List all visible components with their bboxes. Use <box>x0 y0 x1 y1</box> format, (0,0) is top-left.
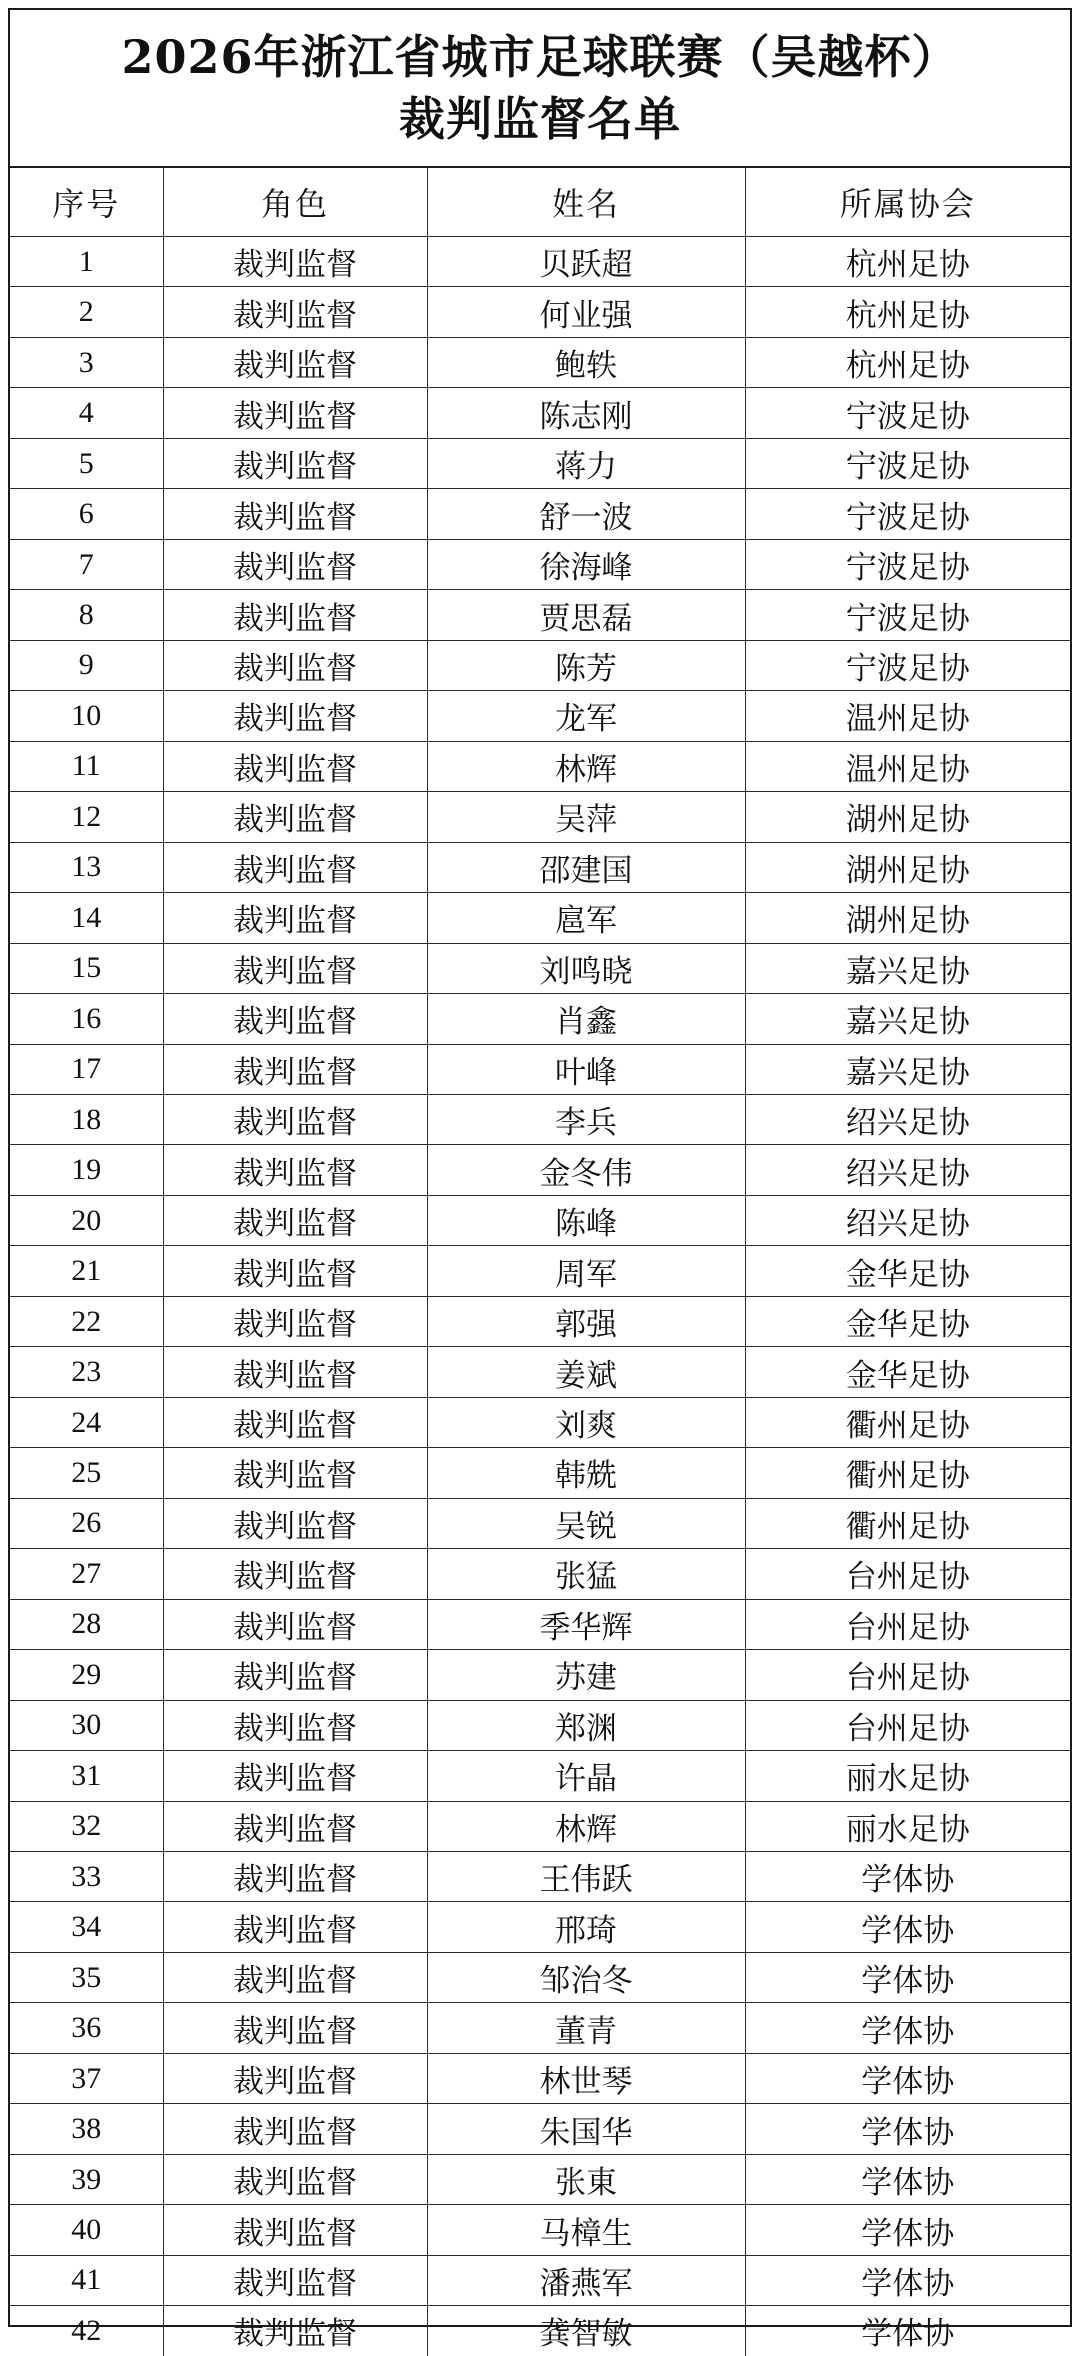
table-row <box>10 640 1070 690</box>
cell-name: 肖鑫 <box>427 994 745 1044</box>
cell-role: 裁判监督 <box>163 1448 427 1498</box>
table-row <box>10 1296 1070 1346</box>
cell-name: 张東 <box>427 2154 745 2204</box>
cell-name: 金冬伟 <box>427 1145 745 1195</box>
table-row <box>10 2255 1070 2305</box>
title-block <box>10 10 1070 168</box>
cell-seq: 40 <box>10 2205 163 2255</box>
cell-seq: 15 <box>10 943 163 993</box>
cell-association: 湖州足协 <box>745 842 1070 892</box>
cell-name: 王伟跃 <box>427 1852 745 1902</box>
cell-role: 裁判监督 <box>163 2104 427 2154</box>
cell-role: 裁判监督 <box>163 2154 427 2204</box>
cell-seq: 12 <box>10 792 163 842</box>
table-row <box>10 1751 1070 1801</box>
cell-seq: 34 <box>10 1902 163 1952</box>
table-row <box>10 337 1070 387</box>
cell-seq: 6 <box>10 489 163 539</box>
table-row <box>10 1952 1070 2002</box>
cell-role: 裁判监督 <box>163 539 427 589</box>
table-row <box>10 388 1070 438</box>
table-row <box>10 1094 1070 1144</box>
document-sheet <box>8 8 1072 2353</box>
cell-seq: 2 <box>10 287 163 337</box>
cell-role: 裁判监督 <box>163 2255 427 2305</box>
cell-association: 台州足协 <box>745 1549 1070 1599</box>
cell-association: 台州足协 <box>745 1599 1070 1649</box>
cell-seq: 30 <box>10 1700 163 1750</box>
table-row <box>10 893 1070 943</box>
cell-role: 裁判监督 <box>163 1700 427 1750</box>
cell-name: 林辉 <box>427 1801 745 1851</box>
cell-seq: 19 <box>10 1145 163 1195</box>
cell-name: 龙军 <box>427 691 745 741</box>
cell-association: 宁波足协 <box>745 590 1070 640</box>
cell-seq: 4 <box>10 388 163 438</box>
cell-role: 裁判监督 <box>163 2205 427 2255</box>
table-row <box>10 539 1070 589</box>
cell-role: 裁判监督 <box>163 237 427 287</box>
cell-name: 扈军 <box>427 893 745 943</box>
header-seq: 序号 <box>10 168 163 237</box>
table-row <box>10 1650 1070 1700</box>
table-row <box>10 1448 1070 1498</box>
cell-name: 邵建国 <box>427 842 745 892</box>
cell-role: 裁判监督 <box>163 1751 427 1801</box>
cell-association: 杭州足协 <box>745 287 1070 337</box>
cell-role: 裁判监督 <box>163 1246 427 1296</box>
cell-association: 绍兴足协 <box>745 1094 1070 1144</box>
cell-role: 裁判监督 <box>163 1145 427 1195</box>
cell-association: 金华足协 <box>745 1296 1070 1346</box>
cell-role: 裁判监督 <box>163 2306 427 2356</box>
cell-role: 裁判监督 <box>163 1094 427 1144</box>
cell-seq: 1 <box>10 237 163 287</box>
cell-name: 韩兟 <box>427 1448 745 1498</box>
cell-role: 裁判监督 <box>163 489 427 539</box>
cell-association: 学体协 <box>745 2053 1070 2103</box>
cell-role: 裁判监督 <box>163 893 427 943</box>
table-row <box>10 2104 1070 2154</box>
cell-seq: 39 <box>10 2154 163 2204</box>
cell-association: 宁波足协 <box>745 388 1070 438</box>
cell-association: 宁波足协 <box>745 640 1070 690</box>
table-header-row <box>10 168 1070 237</box>
cell-role: 裁判监督 <box>163 943 427 993</box>
table-row <box>10 1347 1070 1397</box>
cell-association: 衢州足协 <box>745 1498 1070 1548</box>
table-row <box>10 1145 1070 1195</box>
cell-seq: 26 <box>10 1498 163 1548</box>
cell-seq: 18 <box>10 1094 163 1144</box>
cell-seq: 32 <box>10 1801 163 1851</box>
cell-seq: 20 <box>10 1195 163 1245</box>
cell-seq: 29 <box>10 1650 163 1700</box>
cell-association: 学体协 <box>745 2003 1070 2053</box>
cell-association: 台州足协 <box>745 1650 1070 1700</box>
table-row <box>10 994 1070 1044</box>
cell-association: 学体协 <box>745 1902 1070 1952</box>
cell-role: 裁判监督 <box>163 1801 427 1851</box>
cell-name: 林辉 <box>427 741 745 791</box>
table-body <box>10 237 1070 2356</box>
table-row <box>10 2306 1070 2356</box>
cell-role: 裁判监督 <box>163 1195 427 1245</box>
cell-association: 学体协 <box>745 2205 1070 2255</box>
cell-seq: 36 <box>10 2003 163 2053</box>
referee-supervisor-table <box>10 168 1070 2356</box>
cell-name: 周军 <box>427 1246 745 1296</box>
cell-association: 湖州足协 <box>745 792 1070 842</box>
table-row <box>10 2205 1070 2255</box>
cell-association: 学体协 <box>745 2255 1070 2305</box>
document-subtitle: 裁判监督名单 <box>399 92 681 146</box>
cell-name: 何业强 <box>427 287 745 337</box>
cell-name: 贾思磊 <box>427 590 745 640</box>
cell-name: 蒋力 <box>427 438 745 488</box>
cell-association: 绍兴足协 <box>745 1145 1070 1195</box>
cell-association: 衢州足协 <box>745 1397 1070 1447</box>
cell-name: 李兵 <box>427 1094 745 1144</box>
cell-role: 裁判监督 <box>163 287 427 337</box>
cell-association: 学体协 <box>745 2104 1070 2154</box>
cell-seq: 13 <box>10 842 163 892</box>
cell-name: 吴萍 <box>427 792 745 842</box>
cell-seq: 22 <box>10 1296 163 1346</box>
cell-role: 裁判监督 <box>163 1347 427 1397</box>
cell-name: 林世琴 <box>427 2053 745 2103</box>
cell-seq: 31 <box>10 1751 163 1801</box>
cell-seq: 35 <box>10 1952 163 2002</box>
cell-seq: 5 <box>10 438 163 488</box>
header-association: 所属协会 <box>745 168 1070 237</box>
cell-association: 嘉兴足协 <box>745 943 1070 993</box>
cell-association: 金华足协 <box>745 1347 1070 1397</box>
cell-role: 裁判监督 <box>163 842 427 892</box>
cell-role: 裁判监督 <box>163 640 427 690</box>
cell-name: 陈峰 <box>427 1195 745 1245</box>
cell-association: 台州足协 <box>745 1700 1070 1750</box>
table-row <box>10 237 1070 287</box>
cell-seq: 7 <box>10 539 163 589</box>
cell-association: 衢州足协 <box>745 1448 1070 1498</box>
cell-association: 绍兴足协 <box>745 1195 1070 1245</box>
cell-seq: 3 <box>10 337 163 387</box>
document-title: 2026年浙江省城市足球联赛（吴越杯） <box>121 30 959 84</box>
table-row <box>10 741 1070 791</box>
cell-name: 许晶 <box>427 1751 745 1801</box>
cell-seq: 10 <box>10 691 163 741</box>
cell-name: 马樟生 <box>427 2205 745 2255</box>
table-row <box>10 1549 1070 1599</box>
cell-seq: 9 <box>10 640 163 690</box>
cell-role: 裁判监督 <box>163 1498 427 1548</box>
cell-role: 裁判监督 <box>163 2053 427 2103</box>
cell-role: 裁判监督 <box>163 388 427 438</box>
cell-seq: 27 <box>10 1549 163 1599</box>
cell-seq: 28 <box>10 1599 163 1649</box>
cell-role: 裁判监督 <box>163 1952 427 2002</box>
cell-role: 裁判监督 <box>163 1397 427 1447</box>
cell-name: 陈芳 <box>427 640 745 690</box>
cell-name: 潘燕军 <box>427 2255 745 2305</box>
cell-role: 裁判监督 <box>163 1296 427 1346</box>
table-row <box>10 1498 1070 1548</box>
table-row <box>10 1852 1070 1902</box>
cell-name: 姜斌 <box>427 1347 745 1397</box>
cell-role: 裁判监督 <box>163 1852 427 1902</box>
cell-association: 宁波足协 <box>745 438 1070 488</box>
cell-role: 裁判监督 <box>163 337 427 387</box>
cell-association: 嘉兴足协 <box>745 1044 1070 1094</box>
cell-name: 邹治冬 <box>427 1952 745 2002</box>
cell-name: 贝跃超 <box>427 237 745 287</box>
cell-seq: 8 <box>10 590 163 640</box>
cell-association: 丽水足协 <box>745 1751 1070 1801</box>
table-row <box>10 2154 1070 2204</box>
cell-role: 裁判监督 <box>163 691 427 741</box>
cell-name: 鲍轶 <box>427 337 745 387</box>
cell-association: 温州足协 <box>745 691 1070 741</box>
cell-association: 湖州足协 <box>745 893 1070 943</box>
cell-seq: 23 <box>10 1347 163 1397</box>
cell-name: 吴锐 <box>427 1498 745 1548</box>
header-name: 姓名 <box>427 168 745 237</box>
cell-name: 董青 <box>427 2003 745 2053</box>
table-row <box>10 1246 1070 1296</box>
cell-name: 徐海峰 <box>427 539 745 589</box>
cell-name: 刘鸣晓 <box>427 943 745 993</box>
cell-seq: 38 <box>10 2104 163 2154</box>
cell-role: 裁判监督 <box>163 1902 427 1952</box>
cell-association: 宁波足协 <box>745 539 1070 589</box>
cell-role: 裁判监督 <box>163 1044 427 1094</box>
table-row <box>10 792 1070 842</box>
cell-name: 舒一波 <box>427 489 745 539</box>
cell-name: 郑渊 <box>427 1700 745 1750</box>
table-row <box>10 287 1070 337</box>
table-row <box>10 438 1070 488</box>
cell-name: 刘爽 <box>427 1397 745 1447</box>
cell-name: 叶峰 <box>427 1044 745 1094</box>
cell-role: 裁判监督 <box>163 741 427 791</box>
cell-name: 陈志刚 <box>427 388 745 438</box>
cell-association: 嘉兴足协 <box>745 994 1070 1044</box>
cell-name: 张猛 <box>427 1549 745 1599</box>
cell-role: 裁判监督 <box>163 590 427 640</box>
cell-association: 杭州足协 <box>745 337 1070 387</box>
cell-association: 学体协 <box>745 1952 1070 2002</box>
table-row <box>10 691 1070 741</box>
table-row <box>10 842 1070 892</box>
cell-role: 裁判监督 <box>163 2003 427 2053</box>
cell-seq: 21 <box>10 1246 163 1296</box>
cell-name: 季华辉 <box>427 1599 745 1649</box>
cell-seq: 25 <box>10 1448 163 1498</box>
cell-association: 丽水足协 <box>745 1801 1070 1851</box>
cell-seq: 42 <box>10 2306 163 2356</box>
cell-name: 郭强 <box>427 1296 745 1346</box>
cell-role: 裁判监督 <box>163 1650 427 1700</box>
cell-seq: 11 <box>10 741 163 791</box>
table-row <box>10 2003 1070 2053</box>
cell-association: 学体协 <box>745 1852 1070 1902</box>
table-row <box>10 1700 1070 1750</box>
cell-seq: 41 <box>10 2255 163 2305</box>
cell-role: 裁判监督 <box>163 438 427 488</box>
cell-name: 朱国华 <box>427 2104 745 2154</box>
table-row <box>10 1397 1070 1447</box>
cell-seq: 17 <box>10 1044 163 1094</box>
cell-role: 裁判监督 <box>163 792 427 842</box>
table-row <box>10 2053 1070 2103</box>
cell-role: 裁判监督 <box>163 1599 427 1649</box>
cell-role: 裁判监督 <box>163 994 427 1044</box>
cell-seq: 14 <box>10 893 163 943</box>
cell-association: 温州足协 <box>745 741 1070 791</box>
table-row <box>10 1599 1070 1649</box>
header-role: 角色 <box>163 168 427 237</box>
table-row <box>10 590 1070 640</box>
cell-association: 学体协 <box>745 2306 1070 2356</box>
cell-association: 杭州足协 <box>745 237 1070 287</box>
cell-association: 宁波足协 <box>745 489 1070 539</box>
table-row <box>10 489 1070 539</box>
cell-name: 苏建 <box>427 1650 745 1700</box>
cell-name: 邢琦 <box>427 1902 745 1952</box>
table-row <box>10 943 1070 993</box>
cell-seq: 16 <box>10 994 163 1044</box>
cell-seq: 37 <box>10 2053 163 2103</box>
cell-association: 金华足协 <box>745 1246 1070 1296</box>
cell-name: 龚智敏 <box>427 2306 745 2356</box>
table-row <box>10 1902 1070 1952</box>
cell-role: 裁判监督 <box>163 1549 427 1599</box>
table-row <box>10 1195 1070 1245</box>
table-row <box>10 1044 1070 1094</box>
table-row <box>10 1801 1070 1851</box>
cell-seq: 33 <box>10 1852 163 1902</box>
cell-seq: 24 <box>10 1397 163 1447</box>
cell-association: 学体协 <box>745 2154 1070 2204</box>
